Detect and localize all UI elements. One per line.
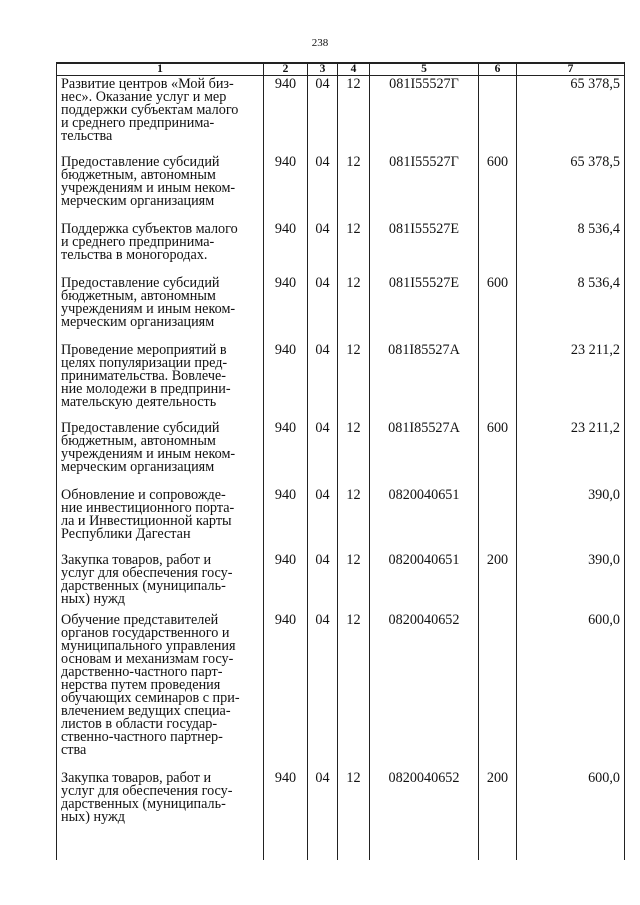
col-header-subsection: 4 <box>338 63 370 76</box>
row-name-line: и среднего предпринима- <box>61 233 215 250</box>
row-target-code: 0820040652 <box>370 612 479 770</box>
row-subsection: 12 <box>338 342 370 420</box>
row-name-line: ние молодежи в предприни- <box>61 380 231 397</box>
row-grbs: 940 <box>264 154 308 221</box>
row-expense-type: 200 <box>479 552 517 612</box>
row-name-line: Проведение мероприятий в <box>61 341 227 358</box>
row-name <box>57 221 264 275</box>
row-name-line: обучающих семинаров с при- <box>61 689 240 706</box>
row-name <box>57 612 264 770</box>
row-expense-type: 600 <box>479 154 517 221</box>
col-header-section: 3 <box>308 63 338 76</box>
row-expense-type <box>479 612 517 770</box>
row-subsection: 12 <box>338 420 370 487</box>
table-row <box>57 221 625 275</box>
row-name <box>57 552 264 612</box>
row-name-line: Республики Дагестан <box>61 525 191 542</box>
row-name <box>57 487 264 552</box>
row-name-line: мерческим организациям <box>61 313 215 330</box>
row-name <box>57 770 264 860</box>
row-name-line: бюджетным, автономным <box>61 432 216 449</box>
row-name-line: дарственных (муниципаль- <box>61 795 226 812</box>
row-name <box>57 420 264 487</box>
row-amount: 600,0 <box>517 770 625 860</box>
row-name-line: ла и Инвестиционной карты <box>61 512 232 529</box>
row-section: 04 <box>308 552 338 612</box>
row-name-line: принимательства. Вовлече- <box>61 367 226 384</box>
row-section: 04 <box>308 612 338 770</box>
row-name-line: целях популяризации пред- <box>61 354 228 371</box>
table-row <box>57 420 625 487</box>
row-expense-type: 600 <box>479 275 517 342</box>
col-header-amount: 7 <box>517 63 625 76</box>
table-row <box>57 76 625 154</box>
row-name-line: Обучение представителей <box>61 611 219 628</box>
row-section: 04 <box>308 420 338 487</box>
row-name-line: муниципального управления <box>61 637 236 654</box>
table-body <box>57 76 625 860</box>
row-target-code: 081I55527Г <box>370 76 479 154</box>
row-name <box>57 342 264 420</box>
row-name-line: Развитие центров «Мой биз- <box>61 76 234 92</box>
row-name-line: ных) нужд <box>61 808 126 825</box>
row-target-code: 081I55527Г <box>370 154 479 221</box>
row-amount: 390,0 <box>517 487 625 552</box>
row-expense-type: 200 <box>479 770 517 860</box>
row-section: 04 <box>308 275 338 342</box>
row-target-code: 081I85527А <box>370 342 479 420</box>
col-header-name: 1 <box>57 63 264 76</box>
row-name-line: Предоставление субсидий <box>61 419 220 436</box>
row-subsection: 12 <box>338 612 370 770</box>
row-target-code: 0820040652 <box>370 770 479 860</box>
row-name-line: ственно-частного партнер- <box>61 728 223 745</box>
row-amount: 23 211,2 <box>517 342 625 420</box>
row-name-line: учреждениям и иным неком- <box>61 445 236 462</box>
table-row <box>57 612 625 770</box>
row-subsection: 12 <box>338 275 370 342</box>
row-target-code: 081I55527Е <box>370 275 479 342</box>
row-section: 04 <box>308 770 338 860</box>
row-name-line: учреждениям и иным неком- <box>61 179 236 196</box>
row-name <box>57 76 264 154</box>
row-expense-type <box>479 342 517 420</box>
page-number: 238 <box>311 37 329 49</box>
row-section: 04 <box>308 221 338 275</box>
row-subsection: 12 <box>338 76 370 154</box>
row-grbs: 940 <box>264 612 308 770</box>
row-target-code: 081I85527А <box>370 420 479 487</box>
row-expense-type <box>479 221 517 275</box>
row-name-line: услуг для обеспечения госу- <box>61 564 233 581</box>
row-name-line: Обновление и сопровожде- <box>61 486 226 503</box>
table-row <box>57 487 625 552</box>
row-name-line: Поддержка субъектов малого <box>61 220 238 237</box>
row-name-line: бюджетным, автономным <box>61 166 216 183</box>
row-subsection: 12 <box>338 154 370 221</box>
row-amount: 65 378,5 <box>517 76 625 154</box>
row-name-line: тельства <box>61 128 113 144</box>
row-amount: 8 536,4 <box>517 221 625 275</box>
row-name-line: нерства путем проведения <box>61 676 221 693</box>
table-row <box>57 342 625 420</box>
col-header-target-code: 5 <box>370 63 479 76</box>
col-header-expense-type: 6 <box>479 63 517 76</box>
row-grbs: 940 <box>264 770 308 860</box>
row-target-code: 0820040651 <box>370 487 479 552</box>
table-row <box>57 275 625 342</box>
row-subsection: 12 <box>338 552 370 612</box>
row-amount: 600,0 <box>517 612 625 770</box>
row-name-line: тельства в моногородах. <box>61 246 208 263</box>
row-grbs: 940 <box>264 420 308 487</box>
row-name <box>57 275 264 342</box>
table-row <box>57 154 625 221</box>
row-amount: 65 378,5 <box>517 154 625 221</box>
row-name-line: ных) нужд <box>61 590 126 607</box>
row-section: 04 <box>308 154 338 221</box>
row-target-code: 0820040651 <box>370 552 479 612</box>
row-section: 04 <box>308 76 338 154</box>
row-name-line: бюджетным, автономным <box>61 287 216 304</box>
row-grbs: 940 <box>264 275 308 342</box>
row-amount: 8 536,4 <box>517 275 625 342</box>
table-row <box>57 552 625 612</box>
header-row <box>57 63 625 76</box>
row-name-line: услуг для обеспечения госу- <box>61 782 233 799</box>
row-name-line: дарственно-частного парт- <box>61 663 223 680</box>
row-name-line: органов государственного и <box>61 624 230 641</box>
row-name-line: Предоставление субсидий <box>61 274 220 291</box>
table-row <box>57 770 625 860</box>
row-target-code: 081I55527Е <box>370 221 479 275</box>
row-grbs: 940 <box>264 221 308 275</box>
row-section: 04 <box>308 342 338 420</box>
row-name-line: мательскую деятельность <box>61 393 217 410</box>
row-name-line: учреждениям и иным неком- <box>61 300 236 317</box>
row-section: 04 <box>308 487 338 552</box>
row-grbs: 940 <box>264 342 308 420</box>
col-header-grbs: 2 <box>264 63 308 76</box>
row-name-line: Закупка товаров, работ и <box>61 769 212 786</box>
row-grbs: 940 <box>264 487 308 552</box>
row-name-line: ние инвестиционного порта- <box>61 499 235 516</box>
row-name-line: ства <box>61 741 87 758</box>
row-expense-type <box>479 487 517 552</box>
row-name-line: Закупка товаров, работ и <box>61 551 212 568</box>
row-name-line: и среднего предпринима- <box>61 115 215 131</box>
row-name-line: влечением ведущих специа- <box>61 702 231 719</box>
budget-table <box>56 62 625 860</box>
row-name-line: мерческим организациям <box>61 192 215 209</box>
row-name-line: нес». Оказание услуг и мер <box>61 89 227 105</box>
row-name-line: листов в области государ- <box>61 715 218 732</box>
row-expense-type <box>479 76 517 154</box>
row-amount: 390,0 <box>517 552 625 612</box>
row-amount: 23 211,2 <box>517 420 625 487</box>
row-subsection: 12 <box>338 770 370 860</box>
row-expense-type: 600 <box>479 420 517 487</box>
row-name-line: основам и механизмам госу- <box>61 650 234 667</box>
row-name-line: Предоставление субсидий <box>61 153 220 170</box>
row-name-line: поддержки субъектам малого <box>61 102 239 118</box>
row-name-line: мерческим организациям <box>61 458 215 475</box>
row-name <box>57 154 264 221</box>
row-name-line: дарственных (муниципаль- <box>61 577 226 594</box>
row-subsection: 12 <box>338 487 370 552</box>
row-grbs: 940 <box>264 76 308 154</box>
row-grbs: 940 <box>264 552 308 612</box>
row-subsection: 12 <box>338 221 370 275</box>
